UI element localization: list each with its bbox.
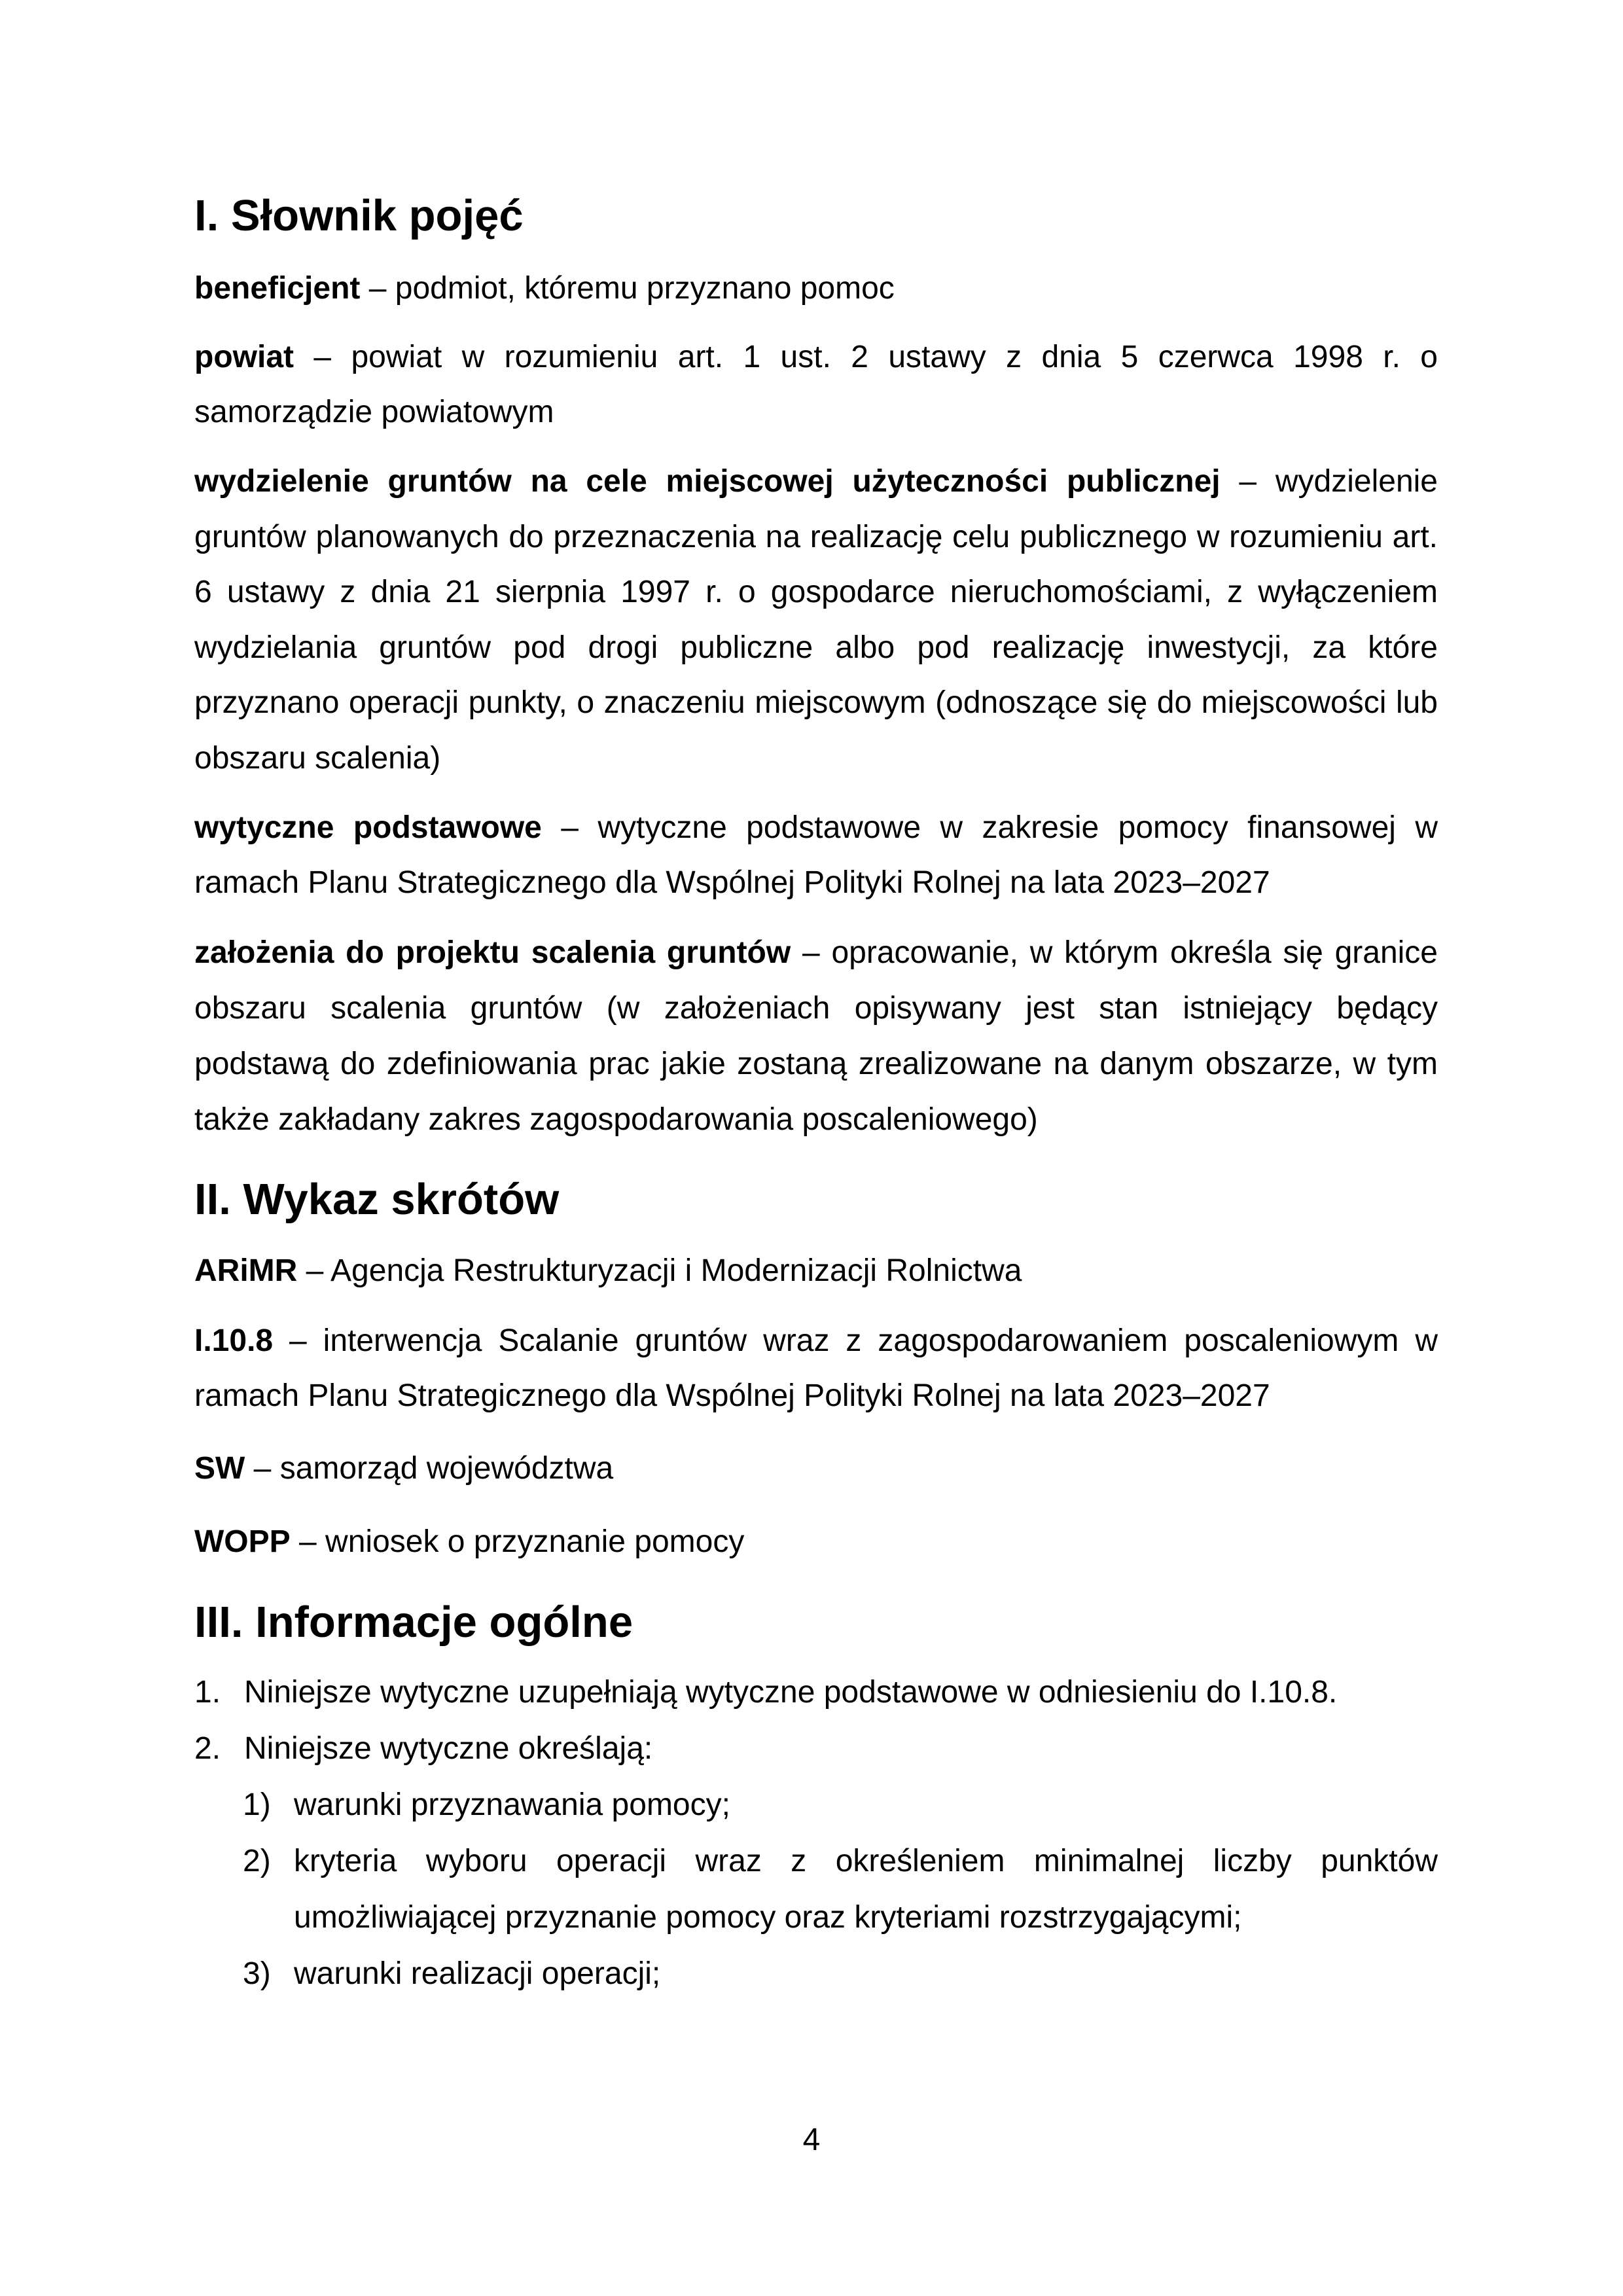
document-page	[194, 190, 1438, 2002]
sub-list-item	[194, 1946, 1438, 2002]
section-heading-abbreviations: II. Wykaz skrótów	[194, 1175, 560, 1224]
glossary-definition: – opracowanie, w którym określa się granice obszaru scalenia gruntów (w założeniach opisywany jest stan istniejący będący podstawą do zdefiniowania prac jakie zostaną zrealizowane na danym obszarze, w tym także zakładany zakres zagospodarowania poscaleniowego)	[194, 935, 1438, 1137]
abbreviation-definition: – samorząd województwa	[245, 1451, 614, 1486]
abbreviation-definition: – interwencja Scalanie gruntów wraz z zagospodarowaniem poscaleniowym w ramach Planu Strategicznego dla Wspólnej Polityki Rolnej na lata 2023–2027	[194, 1323, 1438, 1413]
abbreviation-entry	[194, 1514, 1438, 1570]
list-item-number: 2.	[194, 1731, 221, 1766]
abbreviation-term: ARiMR	[194, 1253, 298, 1288]
list-item	[194, 1721, 1438, 1777]
glossary-term: wytyczne podstawowe	[194, 810, 542, 845]
glossary-term: powiat	[194, 340, 294, 374]
list-item	[194, 1664, 1438, 1721]
glossary-entry	[194, 800, 1438, 910]
abbreviation-term: SW	[194, 1451, 245, 1486]
list-item-text: Niniejsze wytyczne uzupełniają wytyczne podstawowe w odniesieniu do I.10.8.	[244, 1675, 1338, 1710]
abbreviation-definition: – wniosek o przyznanie pomocy	[290, 1524, 745, 1559]
abbreviation-entry	[194, 1243, 1438, 1299]
list-item-number: 1.	[194, 1675, 221, 1710]
sub-list-item	[194, 1777, 1438, 1833]
glossary-term: założenia do projektu scalenia gruntów	[194, 935, 791, 970]
abbreviation-entry	[194, 1441, 1438, 1497]
glossary-entry	[194, 925, 1438, 1147]
abbreviation-term: I.10.8	[194, 1323, 274, 1358]
section-heading-glossary: I. Słownik pojęć	[194, 191, 524, 240]
abbreviation-definition: – Agencja Restrukturyzacji i Modernizacji Rolnictwa	[297, 1253, 1022, 1288]
sub-list-item-text: warunki realizacji operacji;	[294, 1956, 661, 1991]
sub-list-item-text: kryteria wyboru operacji wraz z określeniem minimalnej liczby punktów umożliwiającej przyznanie pomocy oraz kryteriami rozstrzygającymi;	[294, 1844, 1438, 1935]
general-info-list	[194, 1664, 1438, 2002]
sub-list-item-number: 2)	[243, 1844, 271, 1878]
glossary-definition: – powiat w rozumieniu art. 1 ust. 2 ustawy z dnia 5 czerwca 1998 r. o samorządzie powiatowym	[194, 340, 1438, 429]
section-heading-general-info: III. Informacje ogólne	[194, 1598, 633, 1647]
list-item-text: Niniejsze wytyczne określają:	[244, 1731, 653, 1766]
abbreviation-entry	[194, 1314, 1438, 1424]
glossary-term: wydzielenie gruntów na cele miejscowej użyteczności publicznej	[194, 464, 1221, 499]
sub-list-item	[194, 1833, 1438, 1946]
page-number: 4	[802, 2123, 821, 2157]
sub-list-item-text: warunki przyznawania pomocy;	[294, 1787, 730, 1822]
glossary-entry	[194, 330, 1438, 440]
sub-list-item-number: 3)	[243, 1956, 271, 1991]
glossary-entry	[194, 260, 1438, 317]
glossary-definition: – wytyczne podstawowe w zakresie pomocy finansowej w ramach Planu Strategicznego dla Wspólnej Polityki Rolnej na lata 2023–2027	[194, 810, 1438, 900]
glossary-definition: – wydzielenie gruntów planowanych do przeznaczenia na realizację celu publicznego w rozumieniu art. 6 ustawy z dnia 21 sierpnia 1997 r. o gospodarce nieruchomościami, z wyłączeniem wydzielania gruntów pod drogi publiczne albo pod realizację inwestycji, za które przyznano operacji punkty, o znaczeniu miejscowym (odnoszące się do miejscowości lub obszaru scalenia)	[194, 464, 1438, 776]
glossary-definition: – podmiot, któremu przyznano pomoc	[360, 271, 895, 306]
abbreviation-term: WOPP	[194, 1524, 291, 1559]
sub-list-item-number: 1)	[243, 1787, 271, 1822]
glossary-term: beneficjent	[194, 271, 361, 306]
glossary-entry	[194, 454, 1438, 786]
